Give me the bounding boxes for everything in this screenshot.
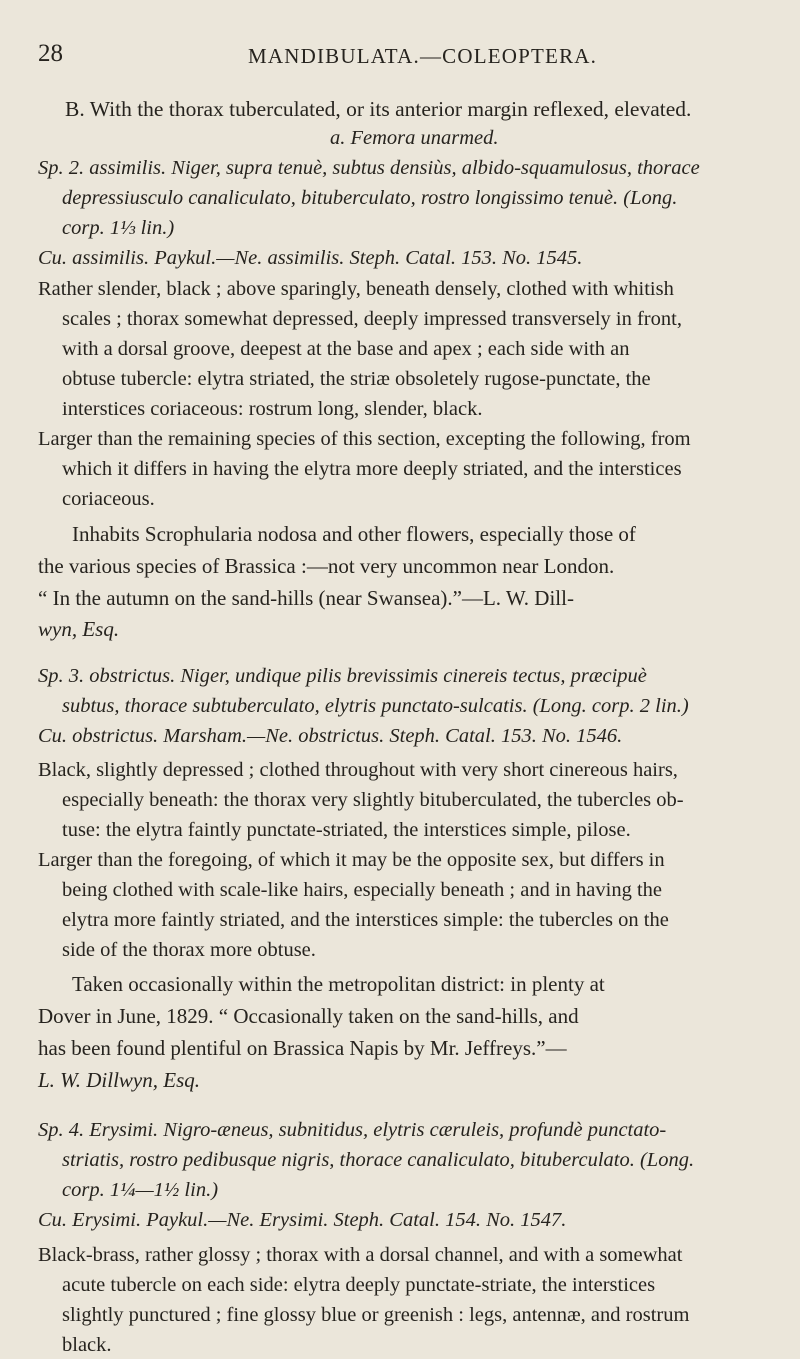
habitat-line: wyn, Esq. [38,616,120,641]
description-line: black. [62,1334,112,1356]
description-line: with a dorsal groove, deepest at the base and apex ; each side with an [62,337,630,360]
latin-diagnosis-line: subtus, thorace subtuberculato, elytris punctato-sulcatis. (Long. corp. 2 lin.) [62,695,689,718]
comparison-line: Larger than the remaining species of this section, excepting the following, from [38,427,691,450]
description-line: tuse: the elytra faintly punctate-striated, the interstices simple, pilose. [62,818,631,841]
habitat-line: the various species of Brassica :—not very uncommon near London. [38,554,615,579]
habitat-line: Dover in June, 1829. “ Occasionally taken on the sand-hills, and [38,1004,579,1028]
habitat-line: Taken occasionally within the metropolitan district: in plenty at [72,972,605,997]
comparison-line: which it differs in having the elytra more deeply striated, and the interstices [62,457,682,480]
page-number: 28 [38,40,63,67]
comparison-line: Larger than the foregoing, of which it may be the opposite sex, but differs in [38,848,665,871]
comparison-line: coriaceous. [62,487,155,510]
latin-diagnosis-line: Sp. 3. obstrictus. Niger, undique pilis brevissimis cinereis tectus, præcipuè [38,665,647,688]
latin-diagnosis-line: corp. 1¼—1½ lin.) [62,1178,219,1201]
habitat-line: “ In the autumn on the sand-hills (near Swansea).”—L. W. Dill- [38,585,574,610]
description-line: Rather slender, black ; above sparingly, beneath densely, clothed with whitish [38,277,674,300]
latin-diagnosis-line: striatis, rostro pedibusque nigris, thorace canaliculato, bituberculato. (Long. [62,1148,695,1171]
latin-diagnosis-line: Sp. 4. Erysimi. Nigro-æneus, subnitidus, elytris cæruleis, profundè punctato- [38,1118,667,1141]
running-head: MANDIBULATA.—COLEOPTERA. [248,44,598,68]
latin-diagnosis-line: Sp. 2. assimilis. Niger, supra tenuè, subtus densiùs, albido-squamulosus, thorace [38,157,700,180]
comparison-line: side of the thorax more obtuse. [62,938,316,961]
synonymy-line: Cu. assimilis. Paykul.—Ne. assimilis. Steph. Catal. 153. No. 1545. [38,247,583,270]
description-line: Black-brass, rather glossy ; thorax with a dorsal channel, and with a somewhat [38,1244,683,1267]
page-header [38,40,768,74]
latin-diagnosis-line: corp. 1⅓ lin.) [62,217,175,240]
description-line: Black, slightly depressed ; clothed throughout with very short cinereous hairs, [38,758,678,781]
section-heading: B. With the thorax tuberculated, or its anterior margin reflexed, elevated. [65,97,692,121]
habitat-line: Inhabits Scrophularia nodosa and other flowers, especially those of [72,522,636,547]
description-line: obtuse tubercle: elytra striated, the striæ obsoletely rugose-punctate, the [62,367,651,390]
description-line: interstices coriaceous: rostrum long, slender, black. [62,397,483,420]
synonymy-line: Cu. Erysimi. Paykul.—Ne. Erysimi. Steph. Catal. 154. No. 1547. [38,1208,567,1231]
description-line: acute tubercle on each side: elytra deeply punctate-striate, the interstices [62,1274,656,1297]
habitat-line: L. W. Dillwyn, Esq. [38,1067,200,1092]
synonymy-line: Cu. obstrictus. Marsham.—Ne. obstrictus. Steph. Catal. 153. No. 1546. [38,725,623,748]
description-line: scales ; thorax somewhat depressed, deeply impressed transversely in front, [62,307,682,330]
latin-diagnosis-line: depressiusculo canaliculato, bituberculato, rostro longissimo tenuè. (Long. [62,187,678,210]
comparison-line: elytra more faintly striated, and the interstices simple: the tubercles on the [62,908,669,931]
section-subheading: a. Femora unarmed. [330,127,499,150]
habitat-line: has been found plentiful on Brassica Napis by Mr. Jeffreys.”— [38,1035,567,1060]
comparison-line: being clothed with scale-like hairs, especially beneath ; and in having the [62,878,662,901]
description-line: especially beneath: the thorax very slightly bituberculated, the tubercles ob- [62,788,684,811]
description-line: slightly punctured ; fine glossy blue or greenish : legs, antennæ, and rostrum [62,1304,690,1326]
